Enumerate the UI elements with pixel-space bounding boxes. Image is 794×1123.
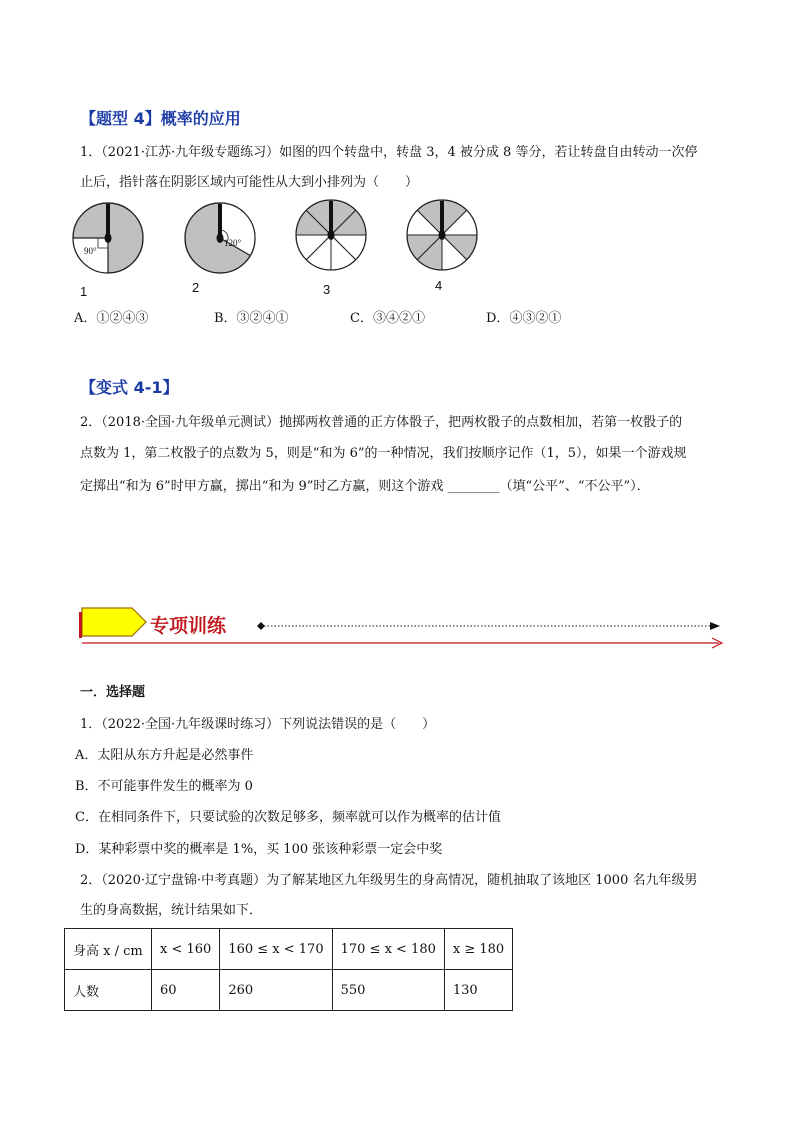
spinner-3 <box>296 200 366 297</box>
table-cell: x ≥ 180 <box>444 929 512 970</box>
spinner-3-hub <box>328 230 335 240</box>
banner-arrow-shape <box>82 608 146 636</box>
spinner-3-number: 3 <box>323 282 331 297</box>
section1-q2-line1: 2．（2020·辽宁盘锦·中考真题）为了解某地区九年级男生的身高情况，随机抽取了该地区 1000 名九年级男 <box>80 873 698 888</box>
table-cell: 550 <box>332 970 444 1011</box>
section1-heading: 一．选择题 <box>80 685 146 700</box>
table-row <box>65 929 513 970</box>
table-row <box>65 970 513 1011</box>
spinner-1-number: 1 <box>80 284 88 299</box>
height-table <box>64 928 513 1011</box>
variant-q2-line1: 2．（2018·全国·九年级单元测试）抛掷两枚普通的正方体骰子，把两枚骰子的点数相加，若第一枚骰子的 <box>80 415 683 430</box>
section1-q1-option-a: A．太阳从东方升起是必然事件 <box>75 748 254 763</box>
banner-diamond-icon <box>257 622 265 630</box>
spinner-2-angle-label: 120° <box>224 238 242 248</box>
table-cell: x < 160 <box>152 929 220 970</box>
table-cell: 170 ≤ x < 180 <box>332 929 444 970</box>
spinner-4-hub <box>439 230 446 240</box>
spinners-figure <box>60 196 500 304</box>
type4-q1-option-c: C．③④②① <box>350 311 425 326</box>
section1-q1-option-d: D．某种彩票中奖的概率是 1%，买 100 张该种彩票一定会中奖 <box>75 842 443 857</box>
spinner-4-pointer <box>440 201 444 232</box>
spinner-2-number: 2 <box>192 280 200 295</box>
variant-q2-line2: 点数为 1，第二枚骰子的点数为 5，则是“和为 6”的一种情况，我们按顺序记作（1，5），如果一个游戏规 <box>80 446 687 461</box>
variant-heading: 【变式 4-1】 <box>80 378 179 397</box>
table-cell: 130 <box>444 970 512 1011</box>
table-cell: 身高 x / cm <box>65 929 152 970</box>
type4-q1-option-b: B．③②④① <box>214 311 289 326</box>
section1-q1-option-b: B．不可能事件发生的概率为 0 <box>75 779 253 794</box>
section1-q1-option-c: C．在相同条件下，只要试验的次数足够多，频率就可以作为概率的估计值 <box>75 810 501 825</box>
table-cell: 人数 <box>65 970 152 1011</box>
table-cell: 60 <box>152 970 220 1011</box>
variant-q2-line3: 定掷出“和为 6”时甲方赢，掷出“和为 9”时乙方赢，则这个游戏 ________（填“公平”、“不公平”）． <box>80 479 650 494</box>
section1-q1-stem: 1．（2022·全国·九年级课时练习）下列说法错误的是（ ） <box>80 717 436 732</box>
section1-q2-line2: 生的身高数据，统计结果如下． <box>80 903 263 918</box>
banner-arrowhead-icon <box>710 622 720 630</box>
spinner-4-number: 4 <box>435 278 443 293</box>
type4-q1-line1: 1．（2021·江苏·九年级专题练习）如图的四个转盘中，转盘 3，4 被分成 8 等分，若让转盘自由转动一次停 <box>80 145 698 160</box>
type4-q1-option-a: A．①②④③ <box>74 311 149 326</box>
table-cell: 160 ≤ x < 170 <box>220 929 332 970</box>
banner-title: 专项训练 <box>150 615 227 637</box>
table-cell: 260 <box>220 970 332 1011</box>
spinner-1-angle-label: 90° <box>84 246 97 256</box>
spinner-2 <box>185 203 255 295</box>
spinner-3-pointer <box>329 201 333 232</box>
spinner-1 <box>73 203 143 299</box>
type4-q1-option-d: D．④③②① <box>486 311 562 326</box>
type4-q1-line2: 止后，指针落在阴影区域内可能性从大到小排列为（ ） <box>80 175 419 190</box>
spinner-4 <box>407 200 477 293</box>
type4-heading: 【题型 4】概率的应用 <box>80 109 241 128</box>
